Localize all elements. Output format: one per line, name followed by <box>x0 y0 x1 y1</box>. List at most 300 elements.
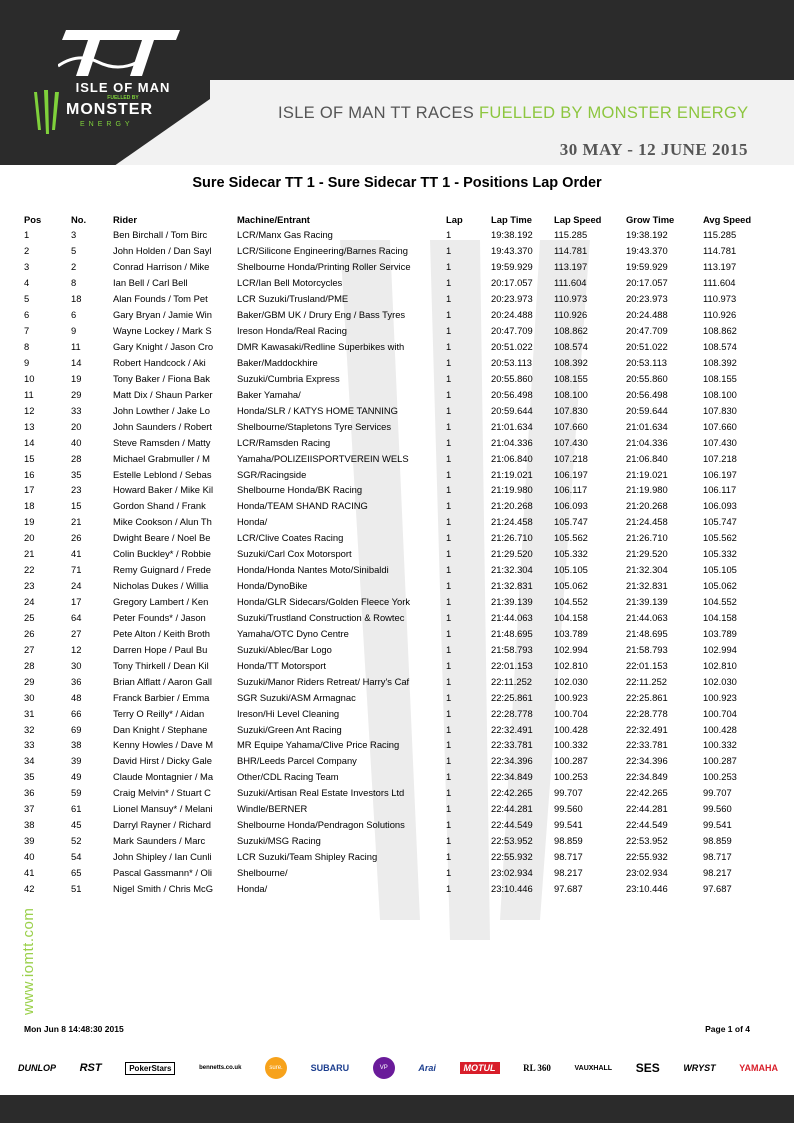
sponsor-yamaha: YAMAHA <box>739 1063 778 1073</box>
cell-avg-speed: 106.093 <box>703 500 737 512</box>
cell-lap-speed: 99.541 <box>554 819 583 831</box>
cell-machine <box>237 610 446 626</box>
rider-name: Howard Baker / Mike Kil <box>113 484 214 496</box>
cell-lap-speed: 104.552 <box>554 596 588 608</box>
cell-rider <box>113 227 237 243</box>
cell-avg-speed: 110.973 <box>703 293 737 305</box>
table-row <box>24 849 773 865</box>
cell-no: 52 <box>71 835 82 847</box>
cell-grow-time: 23:02.934 <box>626 866 668 878</box>
cell-lap: 1 <box>446 819 452 831</box>
cell-rider <box>113 801 237 817</box>
cell-pos: 12 <box>24 404 35 416</box>
cell-rider <box>113 482 237 498</box>
col-avg-speed: Avg Speed <box>703 213 752 225</box>
machine-entrant: Shelbourne/ <box>237 866 288 878</box>
cell-lap: 1 <box>446 388 452 400</box>
cell-avg-speed: 105.562 <box>703 532 737 544</box>
cell-no: 51 <box>71 882 82 894</box>
cell-lap-time: 22:34.396 <box>491 755 533 767</box>
cell-lap-time: 21:26.710 <box>491 532 533 544</box>
cell-rider <box>113 849 237 865</box>
cell-pos: 3 <box>24 261 30 273</box>
cell-grow-time: 22:28.778 <box>626 707 668 719</box>
machine-entrant: Windle/BERNER <box>237 803 308 815</box>
machine-entrant: Honda/TT Motorsport <box>237 659 326 671</box>
cell-rider <box>113 275 237 291</box>
cell-lap-speed: 102.810 <box>554 659 588 671</box>
sponsor-wryst: WRYST <box>683 1063 716 1073</box>
cell-rider <box>113 641 237 657</box>
cell-rider <box>113 785 237 801</box>
cell-avg-speed: 98.717 <box>703 851 732 863</box>
machine-entrant: Honda/DynoBike <box>237 580 308 592</box>
cell-machine <box>237 594 446 610</box>
cell-no: 20 <box>71 420 82 432</box>
cell-lap: 1 <box>446 309 452 321</box>
cell-rider <box>113 370 237 386</box>
table-row <box>24 625 773 641</box>
col-no: No. <box>71 213 87 225</box>
cell-machine <box>237 418 446 434</box>
cell-rider <box>113 880 237 896</box>
cell-machine <box>237 785 446 801</box>
cell-avg-speed: 97.687 <box>703 882 732 894</box>
cell-avg-speed: 105.062 <box>703 580 737 592</box>
cell-lap-speed: 105.105 <box>554 564 588 576</box>
cell-lap: 1 <box>446 851 452 863</box>
machine-entrant: LCR/Ian Bell Motorcycles <box>237 277 343 289</box>
cell-grow-time: 22:33.781 <box>626 739 668 751</box>
cell-lap-time: 19:59.929 <box>491 261 533 273</box>
cell-grow-time: 20:23.973 <box>626 293 668 305</box>
cell-machine <box>237 402 446 418</box>
cell-grow-time: 20:59.644 <box>626 404 668 416</box>
cell-lap-time: 22:34.849 <box>491 771 533 783</box>
cell-lap-speed: 100.287 <box>554 755 588 767</box>
machine-entrant: SGR/Racingside <box>237 468 307 480</box>
table-row <box>24 721 773 737</box>
cell-no: 26 <box>71 532 82 544</box>
rider-name: Pete Alton / Keith Broth <box>113 627 210 639</box>
cell-avg-speed: 99.707 <box>703 787 732 799</box>
cell-rider <box>113 323 237 339</box>
cell-machine <box>237 689 446 705</box>
cell-lap-speed: 110.973 <box>554 293 588 305</box>
cell-grow-time: 22:44.549 <box>626 819 668 831</box>
cell-avg-speed: 102.810 <box>703 659 737 671</box>
cell-lap-time: 20:56.498 <box>491 388 533 400</box>
cell-avg-speed: 108.574 <box>703 341 737 353</box>
cell-lap: 1 <box>446 452 452 464</box>
cell-machine <box>237 514 446 530</box>
table-row <box>24 594 773 610</box>
cell-pos: 5 <box>24 293 30 305</box>
cell-grow-time: 22:55.932 <box>626 851 668 863</box>
cell-pos: 30 <box>24 691 35 703</box>
rider-name: Tony Thirkell / Dean Kil <box>113 659 209 671</box>
cell-no: 27 <box>71 627 82 639</box>
cell-rider <box>113 594 237 610</box>
cell-lap: 1 <box>446 691 452 703</box>
cell-lap-speed: 100.923 <box>554 691 588 703</box>
rider-name: Terry O Reilly* / Aidan <box>113 707 205 719</box>
table-row <box>24 339 773 355</box>
cell-pos: 22 <box>24 564 35 576</box>
cell-no: 59 <box>71 787 82 799</box>
rider-name: Brian Alflatt / Aaron Gall <box>113 675 213 687</box>
cell-rider <box>113 291 237 307</box>
cell-lap-speed: 100.428 <box>554 723 588 735</box>
cell-lap-time: 22:44.549 <box>491 819 533 831</box>
header-tagline <box>278 104 748 123</box>
cell-no: 30 <box>71 659 82 671</box>
cell-lap-speed: 99.707 <box>554 787 583 799</box>
cell-grow-time: 21:29.520 <box>626 548 668 560</box>
cell-grow-time: 22:01.153 <box>626 659 668 671</box>
table-row <box>24 753 773 769</box>
table-row <box>24 673 773 689</box>
machine-entrant: LCR/Manx Gas Racing <box>237 229 333 241</box>
cell-no: 15 <box>71 500 82 512</box>
cell-pos: 7 <box>24 325 30 337</box>
cell-grow-time: 23:10.446 <box>626 882 668 894</box>
machine-entrant: MR Equipe Yahama/Clive Price Racing <box>237 739 400 751</box>
cell-pos: 41 <box>24 866 35 878</box>
cell-avg-speed: 100.332 <box>703 739 737 751</box>
cell-pos: 17 <box>24 484 35 496</box>
cell-machine <box>237 753 446 769</box>
cell-lap-speed: 105.562 <box>554 532 588 544</box>
rider-name: Franck Barbier / Emma <box>113 691 210 703</box>
cell-rider <box>113 434 237 450</box>
cell-no: 35 <box>71 468 82 480</box>
cell-lap: 1 <box>446 245 452 257</box>
cell-avg-speed: 104.552 <box>703 596 737 608</box>
cell-pos: 32 <box>24 723 35 735</box>
cell-lap-time: 21:06.840 <box>491 452 533 464</box>
cell-no: 5 <box>71 245 77 257</box>
monster-claw-icon <box>30 90 64 134</box>
machine-entrant: Other/CDL Racing Team <box>237 771 339 783</box>
rider-name: John Shipley / Ian Cunli <box>113 851 212 863</box>
cell-lap: 1 <box>446 548 452 560</box>
cell-machine <box>237 370 446 386</box>
cell-lap: 1 <box>446 643 452 655</box>
cell-avg-speed: 107.218 <box>703 452 737 464</box>
sponsor-pokerstars: PokerStars <box>125 1062 175 1075</box>
cell-no: 14 <box>71 356 82 368</box>
cell-no: 45 <box>71 819 82 831</box>
cell-lap-speed: 110.926 <box>554 309 588 321</box>
machine-entrant: Honda/SLR / KATYS HOME TANNING <box>237 404 398 416</box>
page-number: Page 1 of 4 <box>705 1024 750 1034</box>
table-row <box>24 562 773 578</box>
cell-lap-time: 21:32.304 <box>491 564 533 576</box>
machine-entrant: LCR/Ramsden Racing <box>237 436 331 448</box>
rider-name: Robert Handcock / Aki <box>113 356 206 368</box>
cell-grow-time: 22:25.861 <box>626 691 668 703</box>
cell-lap-speed: 108.392 <box>554 356 588 368</box>
cell-pos: 18 <box>24 500 35 512</box>
cell-machine <box>237 865 446 881</box>
cell-grow-time: 21:06.840 <box>626 452 668 464</box>
rider-name: Dwight Beare / Noel Be <box>113 532 211 544</box>
cell-lap-speed: 107.430 <box>554 436 588 448</box>
cell-grow-time: 21:20.268 <box>626 500 668 512</box>
cell-lap-speed: 114.781 <box>554 245 588 257</box>
cell-avg-speed: 105.105 <box>703 564 737 576</box>
tagline-part1: ISLE OF MAN TT RACES <box>278 104 479 122</box>
cell-lap-time: 21:20.268 <box>491 500 533 512</box>
cell-avg-speed: 111.604 <box>703 277 736 289</box>
cell-machine <box>237 482 446 498</box>
cell-lap: 1 <box>446 882 452 894</box>
cell-avg-speed: 113.197 <box>703 261 737 273</box>
machine-entrant: Suzuki/Cumbria Express <box>237 372 340 384</box>
cell-grow-time: 22:42.265 <box>626 787 668 799</box>
table-row <box>24 370 773 386</box>
cell-lap: 1 <box>446 356 452 368</box>
cell-no: 38 <box>71 739 82 751</box>
cell-pos: 4 <box>24 277 30 289</box>
cell-lap-time: 22:01.153 <box>491 659 533 671</box>
cell-machine <box>237 578 446 594</box>
cell-pos: 27 <box>24 643 35 655</box>
cell-machine <box>237 355 446 371</box>
cell-avg-speed: 105.747 <box>703 516 737 528</box>
cell-lap: 1 <box>446 500 452 512</box>
cell-grow-time: 22:53.952 <box>626 835 668 847</box>
cell-rider <box>113 307 237 323</box>
table-row <box>24 801 773 817</box>
cell-machine <box>237 705 446 721</box>
cell-lap-time: 23:02.934 <box>491 866 533 878</box>
cell-rider <box>113 243 237 259</box>
cell-machine <box>237 721 446 737</box>
machine-entrant: BHR/Leeds Parcel Company <box>237 755 357 767</box>
cell-lap: 1 <box>446 739 452 751</box>
cell-machine <box>237 434 446 450</box>
cell-machine <box>237 737 446 753</box>
cell-avg-speed: 98.859 <box>703 835 732 847</box>
cell-pos: 2 <box>24 245 30 257</box>
table-row <box>24 689 773 705</box>
cell-lap-time: 21:24.458 <box>491 516 533 528</box>
cell-avg-speed: 108.100 <box>703 388 737 400</box>
page-title: Sure Sidecar TT 1 - Sure Sidecar TT 1 - Positions Lap Order <box>192 175 602 191</box>
machine-entrant: Baker/Maddockhire <box>237 356 318 368</box>
cell-lap-time: 23:10.446 <box>491 882 533 894</box>
cell-machine <box>237 817 446 833</box>
machine-entrant: Suzuki/MSG Racing <box>237 835 321 847</box>
cell-pos: 9 <box>24 356 30 368</box>
machine-entrant: Honda/GLR Sidecars/Golden Fleece York <box>237 596 411 608</box>
cell-pos: 10 <box>24 372 35 384</box>
table-row <box>24 578 773 594</box>
cell-lap-speed: 115.285 <box>554 229 588 241</box>
cell-machine <box>237 880 446 896</box>
cell-rider <box>113 339 237 355</box>
cell-rider <box>113 418 237 434</box>
cell-pos: 34 <box>24 755 35 767</box>
cell-avg-speed: 105.332 <box>703 548 737 560</box>
rider-name: Gary Knight / Jason Cro <box>113 341 214 353</box>
col-rider: Rider <box>113 213 137 225</box>
rider-name: Gregory Lambert / Ken <box>113 596 209 608</box>
table-row <box>24 434 773 450</box>
cell-pos: 37 <box>24 803 35 815</box>
col-lap-speed: Lap Speed <box>554 213 602 225</box>
cell-grow-time: 21:19.980 <box>626 484 668 496</box>
cell-lap-time: 22:55.932 <box>491 851 533 863</box>
table-row <box>24 737 773 753</box>
logo-isle-of-man: ISLE OF MAN <box>75 80 171 95</box>
cell-lap-speed: 106.197 <box>554 468 588 480</box>
cell-machine <box>237 291 446 307</box>
cell-rider <box>113 355 237 371</box>
table-row <box>24 546 773 562</box>
cell-rider <box>113 769 237 785</box>
rider-name: John Lowther / Jake Lo <box>113 404 210 416</box>
cell-pos: 42 <box>24 882 35 894</box>
table-row <box>24 307 773 323</box>
cell-no: 61 <box>71 803 82 815</box>
sponsor-motul: MOTUL <box>460 1062 500 1074</box>
cell-grow-time: 21:19.021 <box>626 468 668 480</box>
cell-pos: 13 <box>24 420 35 432</box>
machine-entrant: DMR Kawasaki/Redline Superbikes with <box>237 341 405 353</box>
rider-name: Steve Ramsden / Matty <box>113 436 211 448</box>
rider-name: Alan Founds / Tom Pet <box>113 293 208 305</box>
cell-pos: 15 <box>24 452 35 464</box>
cell-no: 17 <box>71 596 82 608</box>
sponsor-ses: SES <box>635 1061 660 1075</box>
cell-rider <box>113 386 237 402</box>
results-table <box>24 211 773 896</box>
cell-lap-time: 20:55.860 <box>491 372 533 384</box>
cell-avg-speed: 110.926 <box>703 309 737 321</box>
cell-machine <box>237 450 446 466</box>
cell-lap: 1 <box>446 293 452 305</box>
cell-pos: 40 <box>24 851 35 863</box>
rider-name: Estelle Leblond / Sebas <box>113 468 212 480</box>
cell-lap-time: 21:48.695 <box>491 627 533 639</box>
cell-machine <box>237 641 446 657</box>
cell-machine <box>237 466 446 482</box>
cell-no: 2 <box>71 261 77 273</box>
cell-no: 21 <box>71 516 82 528</box>
cell-lap: 1 <box>446 675 452 687</box>
cell-lap-time: 20:24.488 <box>491 309 533 321</box>
cell-avg-speed: 108.155 <box>703 372 737 384</box>
cell-machine <box>237 801 446 817</box>
rider-name: Wayne Lockey / Mark S <box>113 325 212 337</box>
cell-lap-speed: 108.100 <box>554 388 588 400</box>
cell-machine <box>237 227 446 243</box>
cell-lap-speed: 98.217 <box>554 866 583 878</box>
cell-avg-speed: 102.030 <box>703 675 737 687</box>
rider-name: Matt Dix / Shaun Parker <box>113 388 213 400</box>
cell-avg-speed: 106.197 <box>703 468 737 480</box>
cell-lap-speed: 99.560 <box>554 803 583 815</box>
cell-machine <box>237 339 446 355</box>
cell-lap-time: 20:59.644 <box>491 404 533 416</box>
cell-rider <box>113 737 237 753</box>
cell-grow-time: 21:01.634 <box>626 420 668 432</box>
cell-lap-speed: 98.717 <box>554 851 583 863</box>
cell-machine <box>237 673 446 689</box>
machine-entrant: Shelbourne/Stapletons Tyre Services <box>237 420 392 432</box>
cell-lap: 1 <box>446 404 452 416</box>
rider-name: Peter Founds* / Jason <box>113 611 206 623</box>
table-header-row <box>24 211 773 227</box>
cell-machine <box>237 243 446 259</box>
cell-pos: 25 <box>24 611 35 623</box>
rider-name: Gordon Shand / Frank <box>113 500 206 512</box>
table-row <box>24 450 773 466</box>
sponsor-dunlop: DUNLOP <box>18 1063 56 1073</box>
cell-grow-time: 22:34.396 <box>626 755 668 767</box>
cell-lap: 1 <box>446 755 452 767</box>
cell-lap-time: 21:58.793 <box>491 643 533 655</box>
cell-lap-speed: 105.062 <box>554 580 588 592</box>
cell-lap: 1 <box>446 229 452 241</box>
table-row <box>24 817 773 833</box>
cell-pos: 8 <box>24 341 30 353</box>
cell-no: 54 <box>71 851 82 863</box>
cell-lap-time: 21:29.520 <box>491 548 533 560</box>
cell-grow-time: 20:17.057 <box>626 277 668 289</box>
cell-pos: 26 <box>24 627 35 639</box>
cell-avg-speed: 108.862 <box>703 325 737 337</box>
cell-no: 65 <box>71 866 82 878</box>
cell-rider <box>113 578 237 594</box>
cell-rider <box>113 865 237 881</box>
sponsor-arai: Arai <box>418 1063 436 1073</box>
cell-avg-speed: 107.660 <box>703 420 737 432</box>
cell-pos: 36 <box>24 787 35 799</box>
table-row <box>24 705 773 721</box>
cell-lap-speed: 100.332 <box>554 739 588 751</box>
machine-entrant: Suzuki/Ablec/Bar Logo <box>237 643 332 655</box>
cell-avg-speed: 103.789 <box>703 627 737 639</box>
logo-fuelled-by: FUELLED BY <box>107 95 139 101</box>
cell-grow-time: 21:32.304 <box>626 564 668 576</box>
cell-no: 71 <box>71 564 82 576</box>
cell-lap-time: 22:32.491 <box>491 723 533 735</box>
table-row <box>24 227 773 243</box>
cell-machine <box>237 562 446 578</box>
cell-lap: 1 <box>446 420 452 432</box>
machine-entrant: Suzuki/Carl Cox Motorsport <box>237 548 352 560</box>
cell-no: 9 <box>71 325 77 337</box>
cell-rider <box>113 514 237 530</box>
machine-entrant: Honda/Honda Nantes Moto/Sinibaldi <box>237 564 389 576</box>
table-row <box>24 482 773 498</box>
machine-entrant: Suzuki/Manor Riders Retreat/ Harry's Caf <box>237 675 410 687</box>
rider-name: Ian Bell / Carl Bell <box>113 277 188 289</box>
cell-avg-speed: 106.117 <box>703 484 737 496</box>
cell-grow-time: 22:34.849 <box>626 771 668 783</box>
cell-rider <box>113 817 237 833</box>
table-row <box>24 880 773 896</box>
cell-lap: 1 <box>446 261 452 273</box>
table-row <box>24 498 773 514</box>
cell-grow-time: 21:04.336 <box>626 436 668 448</box>
machine-entrant: LCR/Silicone Engineering/Barnes Racing <box>237 245 408 257</box>
cell-lap: 1 <box>446 723 452 735</box>
